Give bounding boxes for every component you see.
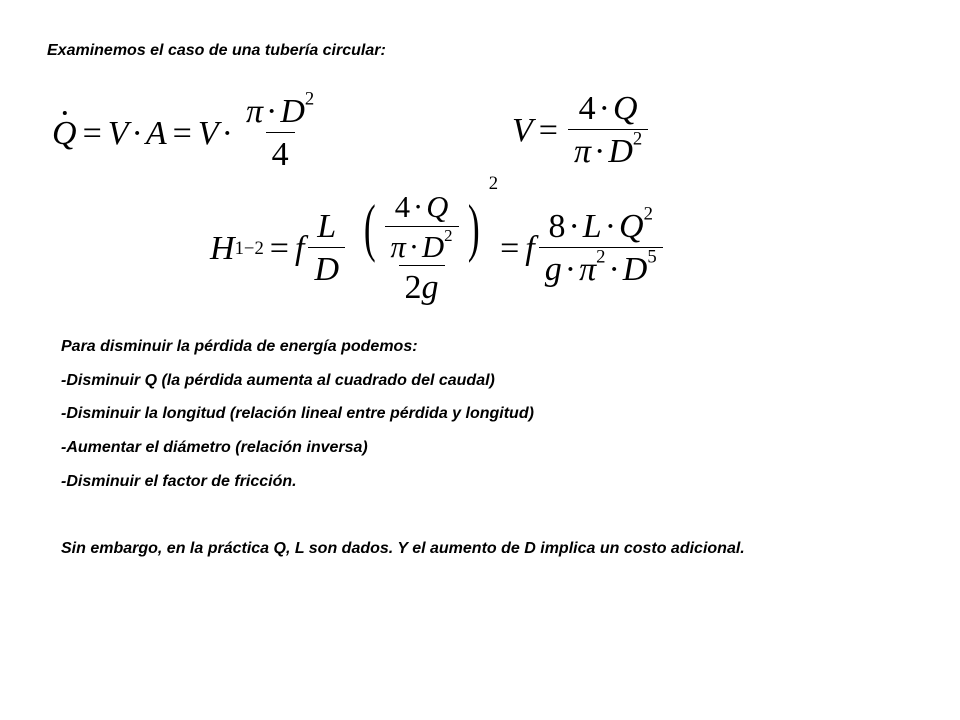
- conclusion-line: Sin embargo, en la práctica Q, L son dados. Y el aumento de D implica un costo adicional.: [61, 540, 745, 557]
- option-increase-diameter: -Aumentar el diámetro (relación inversa): [61, 439, 368, 456]
- page-heading: Examinemos el caso de una tubería circular:: [47, 42, 386, 59]
- head-loss-equation: H 1−2 = f $\frac{L}{D}$ ( $\frac{4\cdot Q}{\pi\cdot D^2}$ ) 2 2g = f $\frac{8\cdot L\cdot Q^2}{g\cdot\pi^2\cdot D^5}$: [210, 192, 667, 305]
- intro-line: Para disminuir la pérdida de energía podemos:: [61, 338, 418, 355]
- option-reduce-flow: -Disminuir Q (la pérdida aumenta al cuadrado del caudal): [61, 372, 495, 389]
- velocity-equation: V = $\frac{4\cdot Q}{\pi\cdot D^2}$: [512, 92, 652, 169]
- option-reduce-friction: -Disminuir el factor de fricción.: [61, 473, 297, 490]
- flow-rate-equation: Q = V · A = V · $\frac{\pi\cdot D^2}{4}$: [52, 88, 315, 173]
- option-reduce-length: -Disminuir la longitud (relación lineal entre pérdida y longitud): [61, 405, 534, 422]
